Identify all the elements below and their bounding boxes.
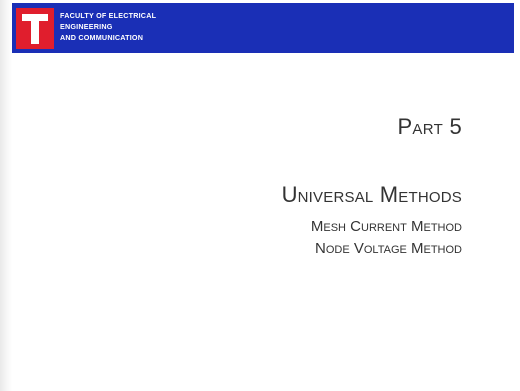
t-glyph	[16, 8, 54, 49]
subtitle-node-voltage: Node Voltage Method	[315, 240, 462, 257]
faculty-line-2: ENGINEERING	[60, 22, 113, 31]
part-label: Part 5	[397, 114, 462, 139]
faculty-name	[60, 10, 156, 43]
faculty-line-1: FACULTY OF ELECTRICAL	[60, 11, 157, 20]
slide-edge-shadow	[0, 0, 12, 391]
slide-title: Universal Methods	[281, 182, 462, 207]
university-t-logo-icon	[16, 8, 54, 49]
header-bar	[12, 3, 514, 53]
subtitle-mesh-current: Mesh Current Method	[310, 218, 462, 235]
faculty-line-3: AND COMMUNICATION	[60, 33, 144, 42]
